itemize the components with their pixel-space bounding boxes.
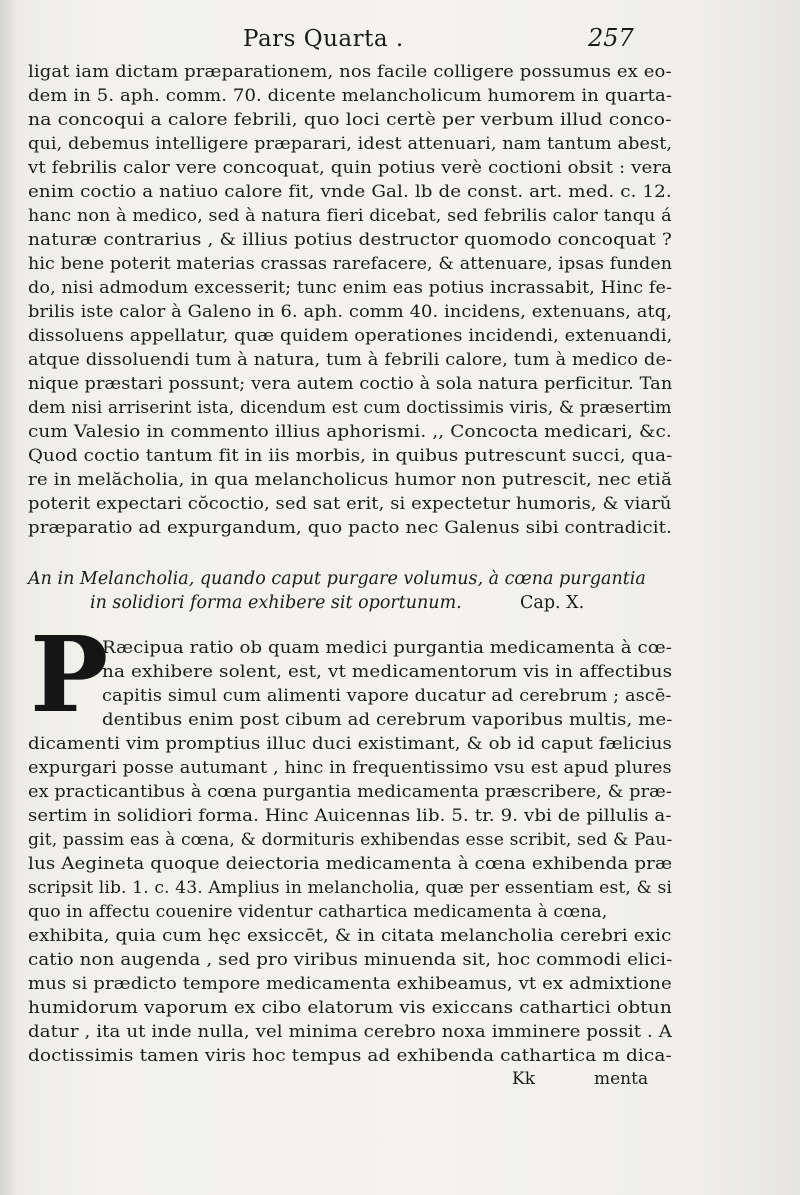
text-line: dem nisi arriserint ista, dicendum est cum doctissimis viris, & præsertim — [28, 398, 672, 418]
text-line: dem in 5. aph. comm. 70. dicente melancholicum humorem in quarta- — [28, 86, 673, 106]
text-line: poterit expectari cŏcoctio, sed sat erit, si expectetur humoris, & viarŭ — [28, 494, 672, 514]
text-line: Quod coctio tantum fit in iis morbis, in quibus putrescunt succi, qua- — [28, 446, 673, 466]
text-line: datur , ita ut inde nulla, vel minima cerebro noxa imminere possit . A — [28, 1022, 673, 1042]
text-line: expurgari posse autumant , hinc in frequentissimo vsu est apud plures — [28, 758, 672, 778]
text-line: Ræcipua ratio ob quam medici purgantia medicamenta à cœ- — [102, 638, 672, 658]
text-line: præparatio ad expurgandum, quo pacto nec Galenus sibi contradicit. — [28, 518, 672, 538]
text-line: humidorum vaporum ex cibo elatorum vis exiccans cathartici obtun — [28, 998, 672, 1018]
text-line: nique præstari possunt; vera autem coctio à sola natura perficitur. Tan — [28, 374, 673, 394]
text-line: ex practicantibus à cœna purgantia medicamenta præscribere, & præ- — [28, 782, 672, 802]
text-line: quo in affectu couenire videntur cathartica medicamenta à cœna, — [28, 902, 608, 922]
text-line: do, nisi admodum excesserit; tunc enim eas potius incrassabit, Hinc fe- — [28, 278, 673, 298]
text-line: scripsit lib. 1. c. 43. Amplius in melancholia, quæ per essentiam est, & si — [28, 878, 672, 898]
text-line: hic bene poterit materias crassas rarefacere, & attenuare, ipsas funden — [28, 254, 673, 274]
text-line: dissoluens appellatur, quæ quidem operationes incidendi, extenuandi, — [28, 326, 673, 346]
text-line: git, passim eas à cœna, & dormituris exhibendas esse scribit, sed & Pau- — [28, 830, 673, 850]
text-line: re in melăcholia, in qua melancholicus humor non putrescit, nec etiă — [28, 470, 672, 490]
chapter-heading-line: An in Melancholia, quando caput purgare volumus, à cœna purgantia — [28, 569, 646, 589]
drop-cap: P — [30, 613, 109, 736]
page-number: 257 — [588, 24, 634, 52]
text-line: ligat iam dictam præparationem, nos facile colligere possumus ex eo- — [28, 62, 672, 82]
text-line: capitis simul cum alimenti vapore ducatur ad cerebrum ; ascē- — [102, 686, 672, 706]
gutter-shadow — [0, 0, 18, 1195]
text-line: dentibus enim post cibum ad cerebrum vaporibus multis, me- — [102, 710, 673, 730]
running-title: Pars Quarta . — [243, 26, 404, 52]
text-line: cum Valesio in commento illius aphorismi. ,, Concocta medicari, &c. — [28, 422, 672, 442]
text-line: na concoqui a calore febrili, quo loci certè per verbum illud conco- — [28, 110, 672, 130]
text-line: atque dissoluendi tum à natura, tum à febrili calore, tum à medico de- — [28, 350, 673, 370]
chapter-number: Cap. X. — [520, 593, 585, 613]
text-line: vt febrilis calor vere concoquat, quin potius verè coctioni obsit : vera — [28, 158, 673, 178]
text-line: naturæ contrarius , & illius potius destructor quomodo concoquat ? — [28, 230, 672, 250]
catchword: menta — [594, 1069, 649, 1089]
text-line: brilis iste calor à Galeno in 6. aph. comm 40. incidens, extenuans, atq, — [28, 302, 673, 322]
text-line: enim coctio a natiuo calore fit, vnde Gal. lb de const. art. med. c. 12. — [28, 182, 672, 202]
text-line: doctissimis tamen viris hoc tempus ad exhibenda cathartica m dica- — [28, 1046, 672, 1066]
chapter-heading-line: in solidiori forma exhibere sit oportunum. — [90, 593, 462, 613]
text-line: catio non augenda , sed pro viribus minuenda sit, hoc commodi elici- — [28, 950, 673, 970]
text-line: hanc non à medico, sed à natura fieri dicebat, sed febrilis calor tanqu á — [28, 206, 672, 226]
text-line: lus Aegineta quoque deiectoria medicamenta à cœna exhibenda præ — [28, 854, 673, 874]
text-line: exhibita, quia cum hęc exsiccēt, & in citata melancholia cerebri exic — [28, 926, 672, 946]
signature-mark: Kk — [512, 1069, 536, 1089]
text-line: na exhibere solent, est, vt medicamentorum vis in affectibus — [102, 662, 673, 682]
text-line: qui, debemus intelligere præparari, idest attenuari, nam tantum abest, — [28, 134, 673, 154]
text-line: sertim in solidiori forma. Hinc Auicennas lib. 5. tr. 9. vbi de pillulis a- — [28, 806, 672, 826]
text-line: mus si prædicto tempore medicamenta exhibeamus, vt ex admixtione — [28, 974, 672, 994]
text-line: dicamenti vim promptius illuc duci existimant, & ob id caput fælicius — [28, 734, 672, 754]
page-header — [0, 22, 800, 62]
